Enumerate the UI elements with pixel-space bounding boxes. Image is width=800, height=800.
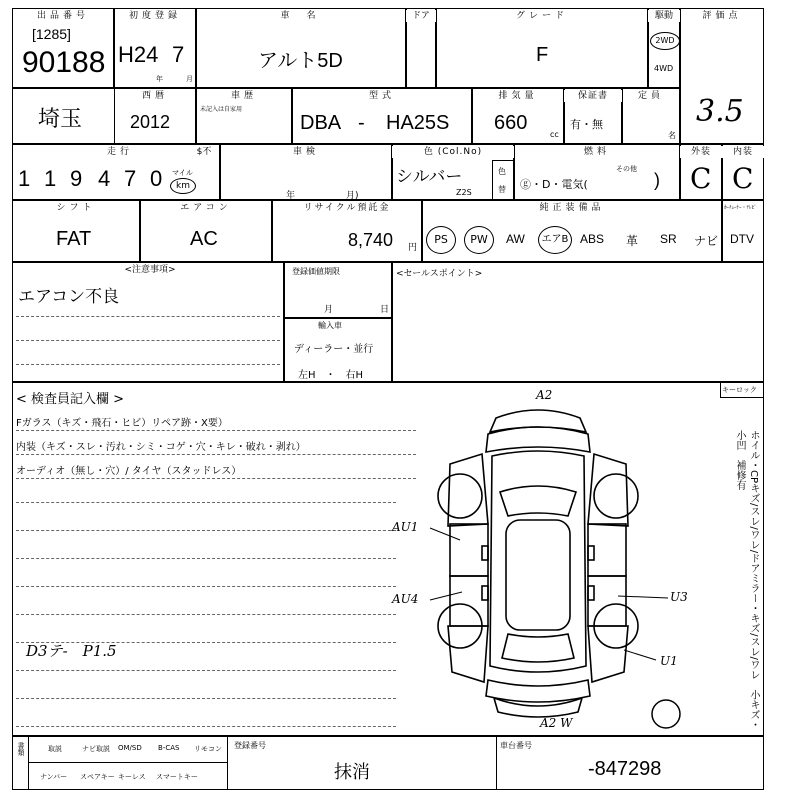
- mileage-digit: 7: [124, 166, 137, 191]
- ac-value: AC: [190, 228, 218, 250]
- caution-line: [16, 316, 280, 317]
- history-label: 車歴: [200, 90, 288, 102]
- legend-vertical: ホイル・CPキズ/スレ/ワレ/ドアミラー・キズ/スレ/ワレ 小キズ・小凹 補修有: [734, 430, 759, 730]
- inspector-line: [16, 670, 396, 671]
- model-dash: -: [358, 112, 365, 134]
- equip-sr: SR: [660, 232, 677, 246]
- fuel-other: その他: [616, 165, 637, 173]
- km-circle: km: [170, 178, 196, 194]
- equip-leather: 革: [626, 234, 639, 248]
- equip-pw: PW: [464, 226, 494, 254]
- shift-value: FAT: [56, 228, 92, 250]
- grade-label: グレード: [440, 10, 644, 22]
- warranty-label: 保証書: [564, 90, 622, 102]
- inspector-line: [16, 558, 396, 559]
- model-code: HA25S: [386, 112, 450, 134]
- int-grade: C: [732, 162, 754, 195]
- year-label: 西暦: [116, 90, 194, 102]
- reg-era: H24: [118, 42, 159, 67]
- wheel-front-left: [438, 474, 482, 518]
- trunk-rear: [486, 680, 590, 702]
- car-name-label: 車 名: [200, 10, 400, 22]
- inspector-line2: 内装（キズ・スレ・汚れ・シミ・コゲ・穴・キレ・破れ・剥れ）: [16, 442, 306, 453]
- footer-equip-1: リモコン: [194, 745, 222, 753]
- mirror-right: [588, 546, 594, 560]
- windshield: [500, 486, 576, 516]
- mileage-digit: 1: [18, 166, 31, 191]
- int-label: 内装: [722, 146, 764, 158]
- chassis-label: 車台番号: [500, 741, 532, 750]
- inspector-line: [16, 530, 396, 531]
- color-code: Z2S: [456, 188, 472, 197]
- footer-equip-2: スペアキー: [80, 773, 115, 781]
- inspector-line3: オーディオ（無し・穴）/ タイヤ（スタッドレス）: [16, 466, 242, 477]
- color-label: 色 (Col.No): [392, 146, 514, 158]
- model-prefix: DBA: [300, 112, 342, 134]
- warranty-value: 有・無: [570, 118, 603, 131]
- reg-nen: 年: [156, 75, 163, 83]
- regexp-label: 登録価値期限: [292, 267, 340, 276]
- mark-top: A2: [536, 388, 553, 402]
- mark-left-lower: AU4: [392, 592, 419, 606]
- hood-front: [486, 427, 590, 452]
- footer-equip-1: OM/SD: [118, 744, 142, 752]
- inspector-line: [16, 454, 416, 455]
- plate-value: 抹消: [334, 762, 370, 783]
- prefecture: 埼玉: [38, 107, 83, 132]
- recycle-yen: 円: [408, 243, 418, 253]
- bumper-front: [490, 410, 586, 432]
- reg-label: 初度登録: [116, 10, 194, 22]
- caution-label: <注意事項>: [110, 264, 190, 276]
- mile-label: マイル: [172, 169, 193, 177]
- year-value: 2012: [130, 112, 171, 132]
- equip-navi: ナビ: [694, 234, 719, 248]
- equip-aw: AW: [506, 232, 525, 246]
- ac-label: エアコン: [144, 202, 268, 214]
- insp-year: 年: [286, 191, 296, 201]
- mileage-digits: [12, 162, 168, 200]
- mileage-digit: 4: [98, 166, 111, 191]
- body-center: [490, 451, 586, 672]
- disp-value: 660: [494, 112, 528, 134]
- inspector-handwritten: D3テ- P1.5: [26, 642, 117, 660]
- car-diagram: [418, 396, 658, 726]
- mileage-digit: 0: [150, 166, 163, 191]
- mileage-unit-label: $不: [190, 146, 218, 158]
- footer-equip-2: ナンバー: [40, 773, 68, 781]
- inspect-label: 車検: [224, 146, 388, 158]
- inspector-line: [16, 698, 396, 699]
- mark-bottom: A2 W: [540, 716, 573, 730]
- capacity-label: 定員: [624, 90, 678, 102]
- mileage-digit: 1: [44, 166, 57, 191]
- wheel-front-right: [594, 474, 638, 518]
- equip-ps: PS: [426, 226, 456, 254]
- lot-number: 90188: [22, 46, 106, 79]
- fuel-value: ⓖ・D・電気(: [520, 178, 588, 191]
- caution-text: エアコン不良: [18, 287, 120, 307]
- inspector-line: [16, 478, 416, 479]
- grade-value: F: [536, 44, 549, 66]
- fender-front-right: [588, 454, 628, 526]
- shift-label: シフト: [16, 202, 136, 214]
- lot-box: [1285]: [32, 26, 71, 42]
- rear-window: [502, 634, 574, 662]
- mark-right-lower: U1: [660, 654, 678, 668]
- handle-left: [482, 586, 488, 600]
- history-sub: 未記入は自家用: [200, 106, 243, 113]
- footer-equip-1: B-CAS: [158, 744, 180, 752]
- color-value: シルバー: [396, 167, 463, 187]
- ext-grade: C: [690, 162, 712, 195]
- mirror-left: [482, 546, 488, 560]
- footer-equip-1: ナビ取説: [82, 745, 110, 753]
- regexp-day: 日: [380, 305, 390, 315]
- mileage-digit: 9: [70, 166, 83, 191]
- import-dealer: ディーラー・並行: [294, 344, 374, 355]
- regexp-month: 月: [324, 305, 334, 315]
- car-name: アルト5D: [258, 50, 343, 72]
- score-value: 3.5: [696, 94, 744, 129]
- mark-right-upper: U3: [670, 590, 688, 604]
- door-left-rear: [450, 576, 488, 626]
- caution-line: [16, 364, 280, 365]
- fuel-close: ): [654, 170, 660, 190]
- inspector-line: [16, 726, 396, 727]
- footer-equip-divider: [28, 762, 228, 763]
- insp-month: 月): [346, 191, 359, 201]
- plate-label: 登録番号: [234, 741, 266, 750]
- inspector-line1: Fガラス（キズ・飛石・ヒビ）リペア跡・X要）: [16, 418, 228, 429]
- inspector-line: [16, 502, 396, 503]
- sales-label: <セールスポイント>: [396, 269, 483, 279]
- inspector-line: [16, 586, 396, 587]
- fuel-label: 燃料: [518, 146, 676, 158]
- inspector-title: < 検査員記入欄 >: [16, 392, 125, 407]
- door-label: ドア: [406, 10, 436, 22]
- reg-tsuki: 月: [186, 75, 193, 83]
- drive-4wd: 4WD: [654, 64, 674, 73]
- color-change-1: 色: [498, 167, 506, 176]
- footer-equip-2: キーレス: [118, 773, 146, 781]
- disp-cc: cc: [550, 130, 559, 139]
- footer-equip-1: 取説: [48, 745, 62, 753]
- equip-dtv: DTV: [730, 232, 754, 246]
- handle-right: [588, 586, 594, 600]
- fender-rear-left: [448, 626, 488, 682]
- reg-month: 7: [172, 42, 185, 67]
- equip-airbag: エアB: [538, 226, 572, 254]
- roof: [506, 520, 570, 630]
- bumper-rear: [494, 698, 582, 717]
- color-change-2: 替: [498, 185, 506, 194]
- fender-rear-right: [588, 626, 628, 682]
- mark-left-upper: AU1: [392, 520, 419, 534]
- disp-label: 排気量: [476, 90, 560, 102]
- sales-cell: [392, 262, 764, 382]
- mileage-label: 走行: [90, 146, 150, 158]
- recycle-value: 8,740: [348, 230, 394, 250]
- ext-label: 外装: [680, 146, 722, 158]
- capacity-unit: 名: [668, 131, 676, 140]
- key-label: キーロック: [722, 386, 757, 394]
- fender-front-left: [448, 454, 488, 526]
- chassis-value: -847298: [588, 758, 662, 780]
- tuner-label: ｶｰﾁｭｰﾅｰ・ﾃﾚﾋﾞ: [724, 205, 757, 211]
- caution-line: [16, 340, 280, 341]
- recycle-label: リサイクル預託金: [276, 202, 418, 214]
- drive-2wd: 2WD: [650, 32, 680, 50]
- drive-label: 駆動: [648, 10, 680, 22]
- model-label: 型式: [296, 90, 468, 102]
- inspector-line: [16, 614, 396, 615]
- door-right-rear: [588, 576, 626, 626]
- footer-equip-2: スマートキー: [156, 773, 198, 781]
- import-steering: 左H ・ 右H: [298, 370, 364, 381]
- inspector-line: [16, 430, 416, 431]
- equip-label: 純正装備品: [426, 202, 718, 214]
- equip-abs: ABS: [580, 232, 605, 246]
- footer-side: 書類: [17, 742, 25, 756]
- lot-label: 出品番号: [22, 10, 104, 22]
- score-label: 評価点: [684, 10, 760, 22]
- import-label: 輸入車: [318, 321, 342, 330]
